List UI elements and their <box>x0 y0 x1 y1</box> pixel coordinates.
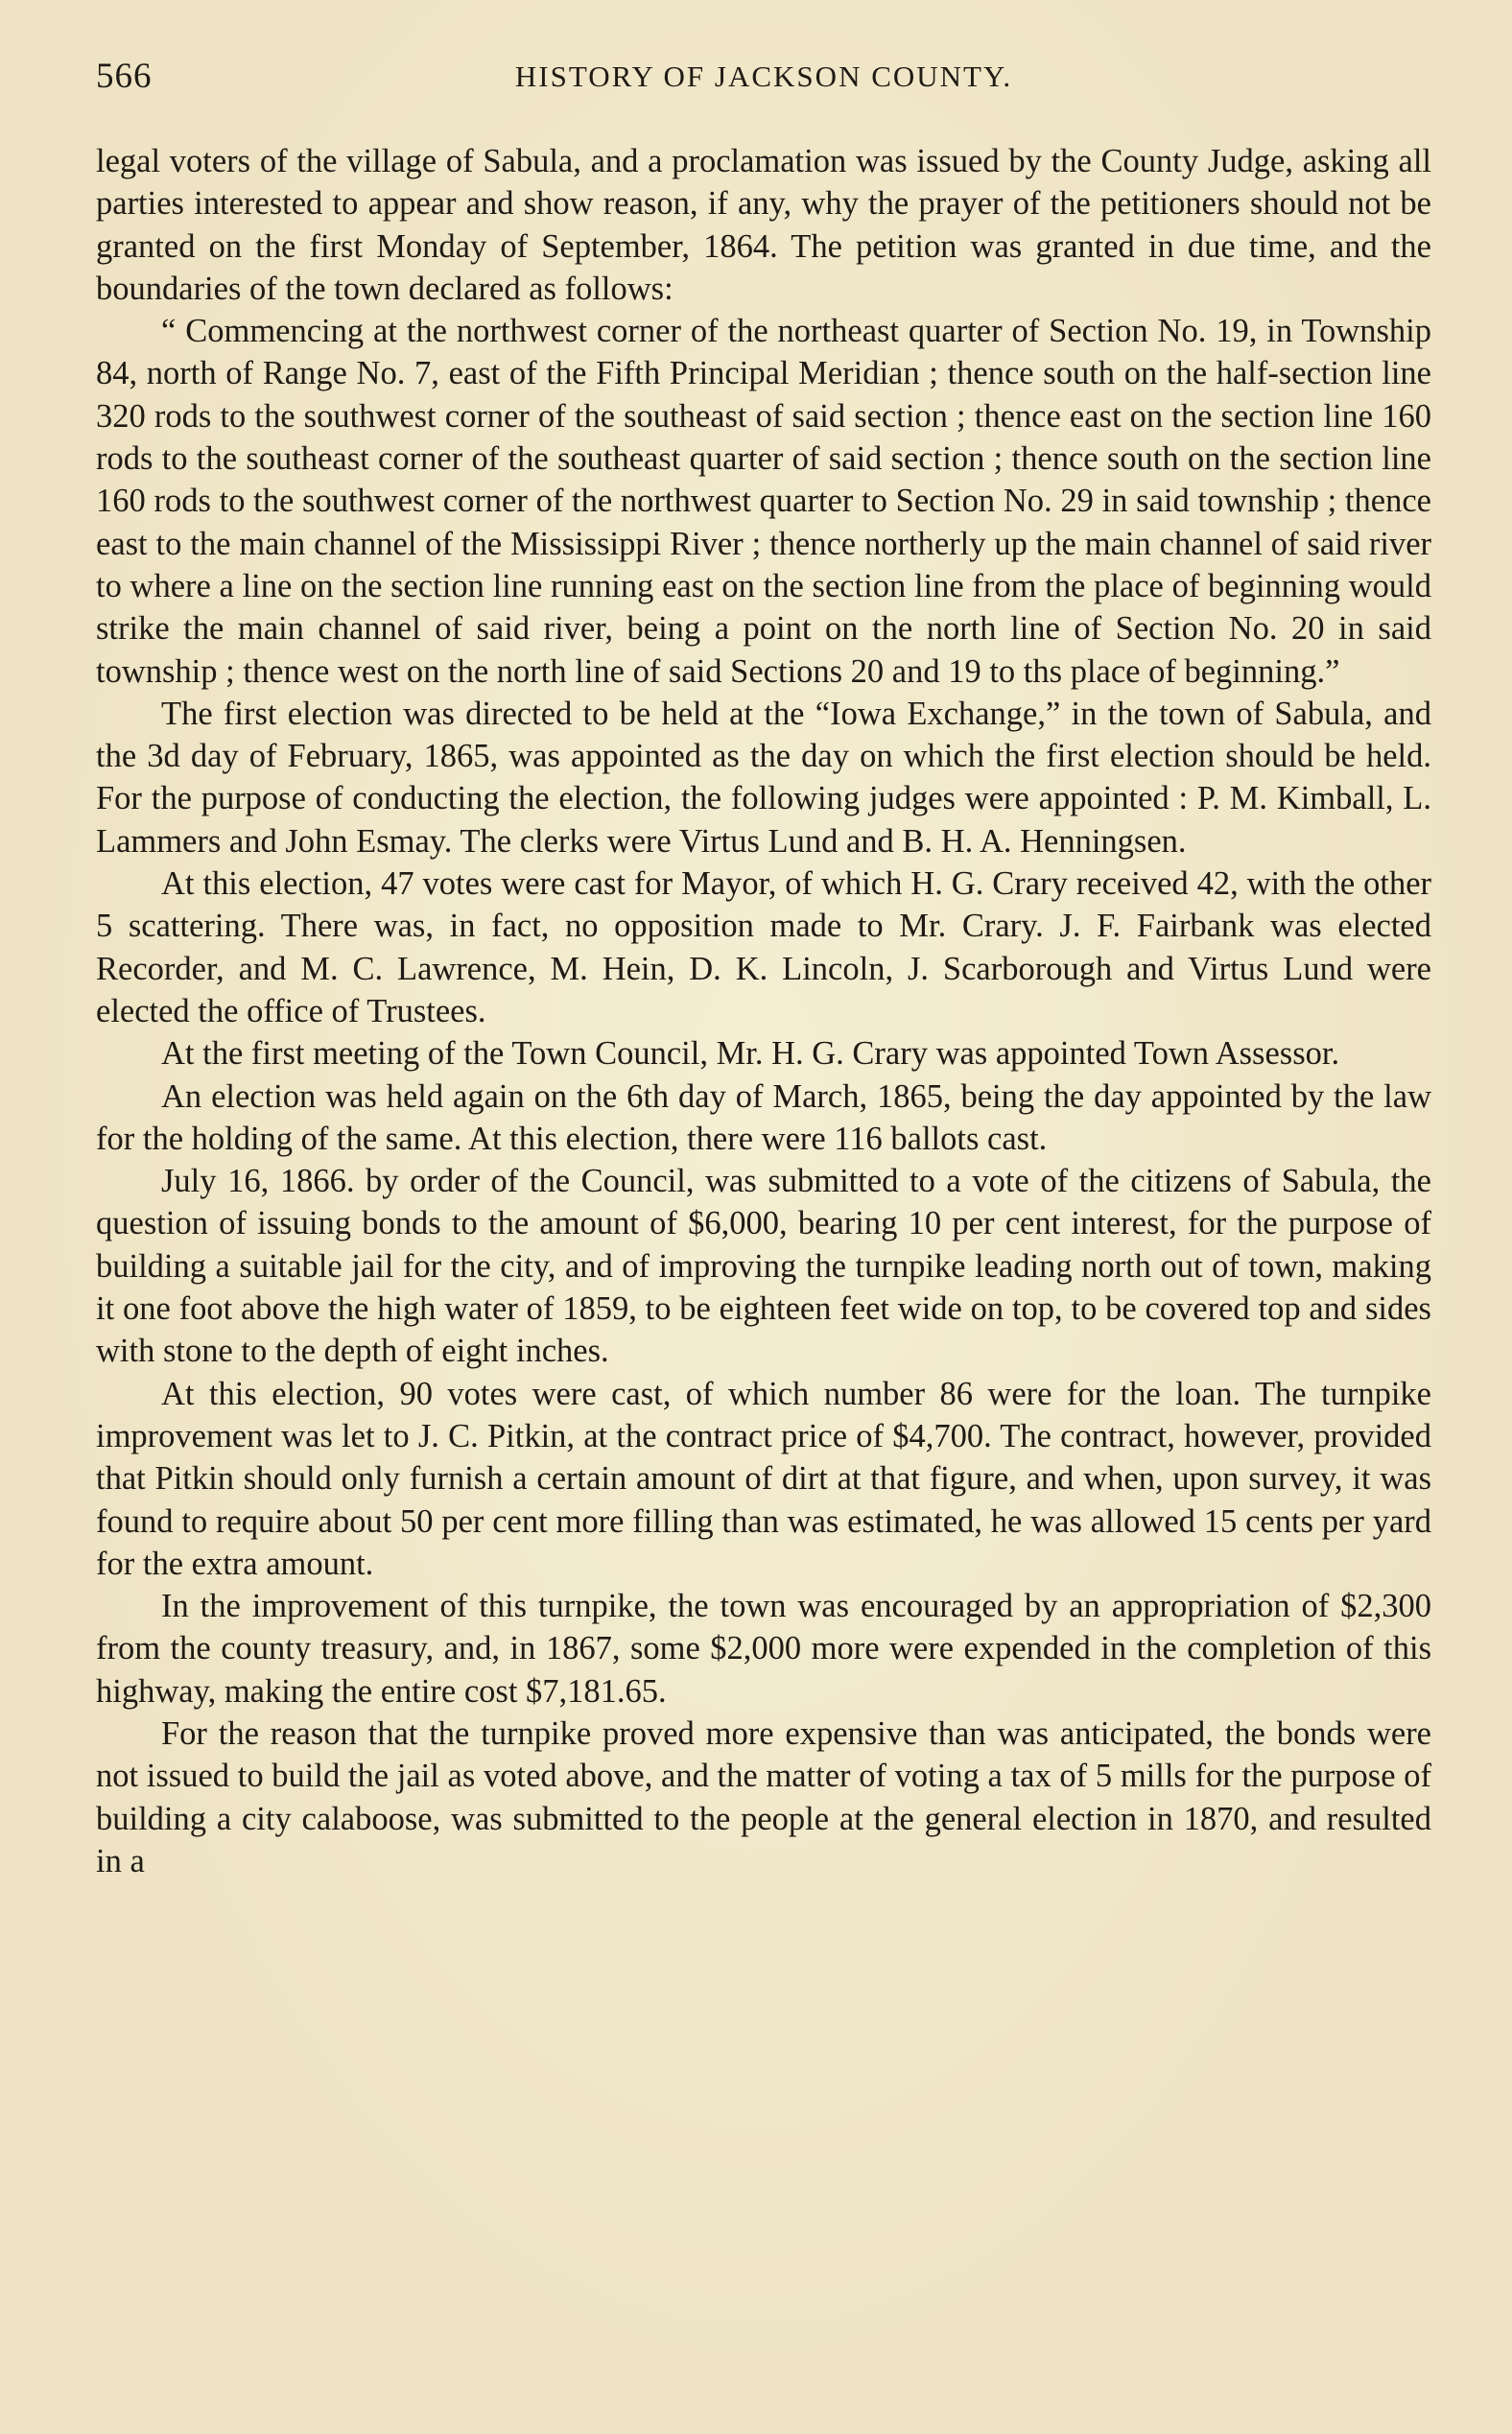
boundary-quote-paragraph: “ Commencing at the northwest corner of the northeast quarter of Section No. 19, in Township 84, north of Range No. 7, east of the Fifth Principal Meridian ; thence south on the half-section line 320 rods to the southwest corner of the southeast of said section ; thence east on the section line 160 rods to the southeast corner of the southeast quarter of said section ; thence south on the section line 160 rods to the southwest corner of the northwest quarter to Section No. 29 in said township ; thence east to the main channel of the Mississippi River ; thence northerly up the main channel of said river to where a line on the section line running east on the section line from the place of beginning would strike the main channel of said river, being a point on the north line of Section No. 20 in said township ; thence west on the north line of said Sections 20 and 19 to ths place of beginning.” <box>96 313 1431 690</box>
paragraph: At this election, 90 votes were cast, of which number 86 were for the loan. The turnpike improvement was let to J. C. Pitkin, at the contract price of $4,700. The contract, however, provided that Pitkin should only furnish a certain amount of dirt at that figure, and when, upon survey, it was found to require about 50 per cent more filling than was estimated, he was allowed 15 cents per yard for the extra amount. <box>96 1375 1431 1582</box>
paragraph: At this election, 47 votes were cast for Mayor, of which H. G. Crary received 42, with the other 5 scattering. There was, in fact, no opposition made to Mr. Crary. J. F. Fairbank was elected Recorder, and M. C. Lawrence, M. Hein, D. K. Lincoln, J. Scarborough and Virtus Lund were elected the office of Trustees. <box>96 865 1431 1029</box>
paragraph: The first election was directed to be held at the “Iowa Exchange,” in the town of Sabula, and the 3d day of February, 1865, was appointed as the day on which the first election should be held. For the purpose of conducting the election, the following judges were appointed : P. M. Kimball, L. Lammers and John Esmay. The clerks were Virtus Lund and B. H. A. Henningsen. <box>96 695 1431 860</box>
paragraph: In the improvement of this turnpike, the town was encouraged by an appropriation of $2,300 from the county treasury, and, in 1867, some $2,000 more were expended in the completion of this highway, making the entire cost $7,181.65. <box>96 1588 1431 1710</box>
running-title: HISTORY OF JACKSON COUNTY. <box>514 59 1013 93</box>
paragraph: legal voters of the village of Sabula, and a proclamation was issued by the County Judge, asking all parties interested to appear and show reason, if any, why the prayer of the petitioners should not be granted on the first Monday of September, 1864. The petition was granted in due time, and the boundaries of the town declared as follows: <box>96 143 1431 307</box>
paragraph: At the first meeting of the Town Council, Mr. H. G. Crary was appointed Town Assessor. <box>161 1035 1340 1073</box>
paragraph: For the reason that the turnpike proved more expensive than was anticipated, the bonds were not issued to build the jail as voted above, and the matter of voting a tax of 5 mills for the purpose of building a city calaboose, was submitted to the people at the general election in 1870, and resulted in a <box>96 1714 1431 1879</box>
paragraph: An election was held again on the 6th day of March, 1865, being the day appointed by the law for the holding of the same. At this election, there were 116 ballots cast. <box>96 1077 1431 1157</box>
page-number: 566 <box>96 57 153 96</box>
page-header <box>96 56 1431 109</box>
paragraph: July 16, 1866. by order of the Council, was submitted to a vote of the citizens of Sabula, the question of issuing bonds to the amount of $6,000, bearing 10 per cent interest, for the purpose of building a suitable jail for the city, and of improving the turnpike leading north out of town, making it one foot above the high water of 1859, to be eighteen feet wide on top, to be covered top and sides with stone to the depth of eight inches. <box>96 1163 1431 1370</box>
body-text <box>96 140 1431 1882</box>
